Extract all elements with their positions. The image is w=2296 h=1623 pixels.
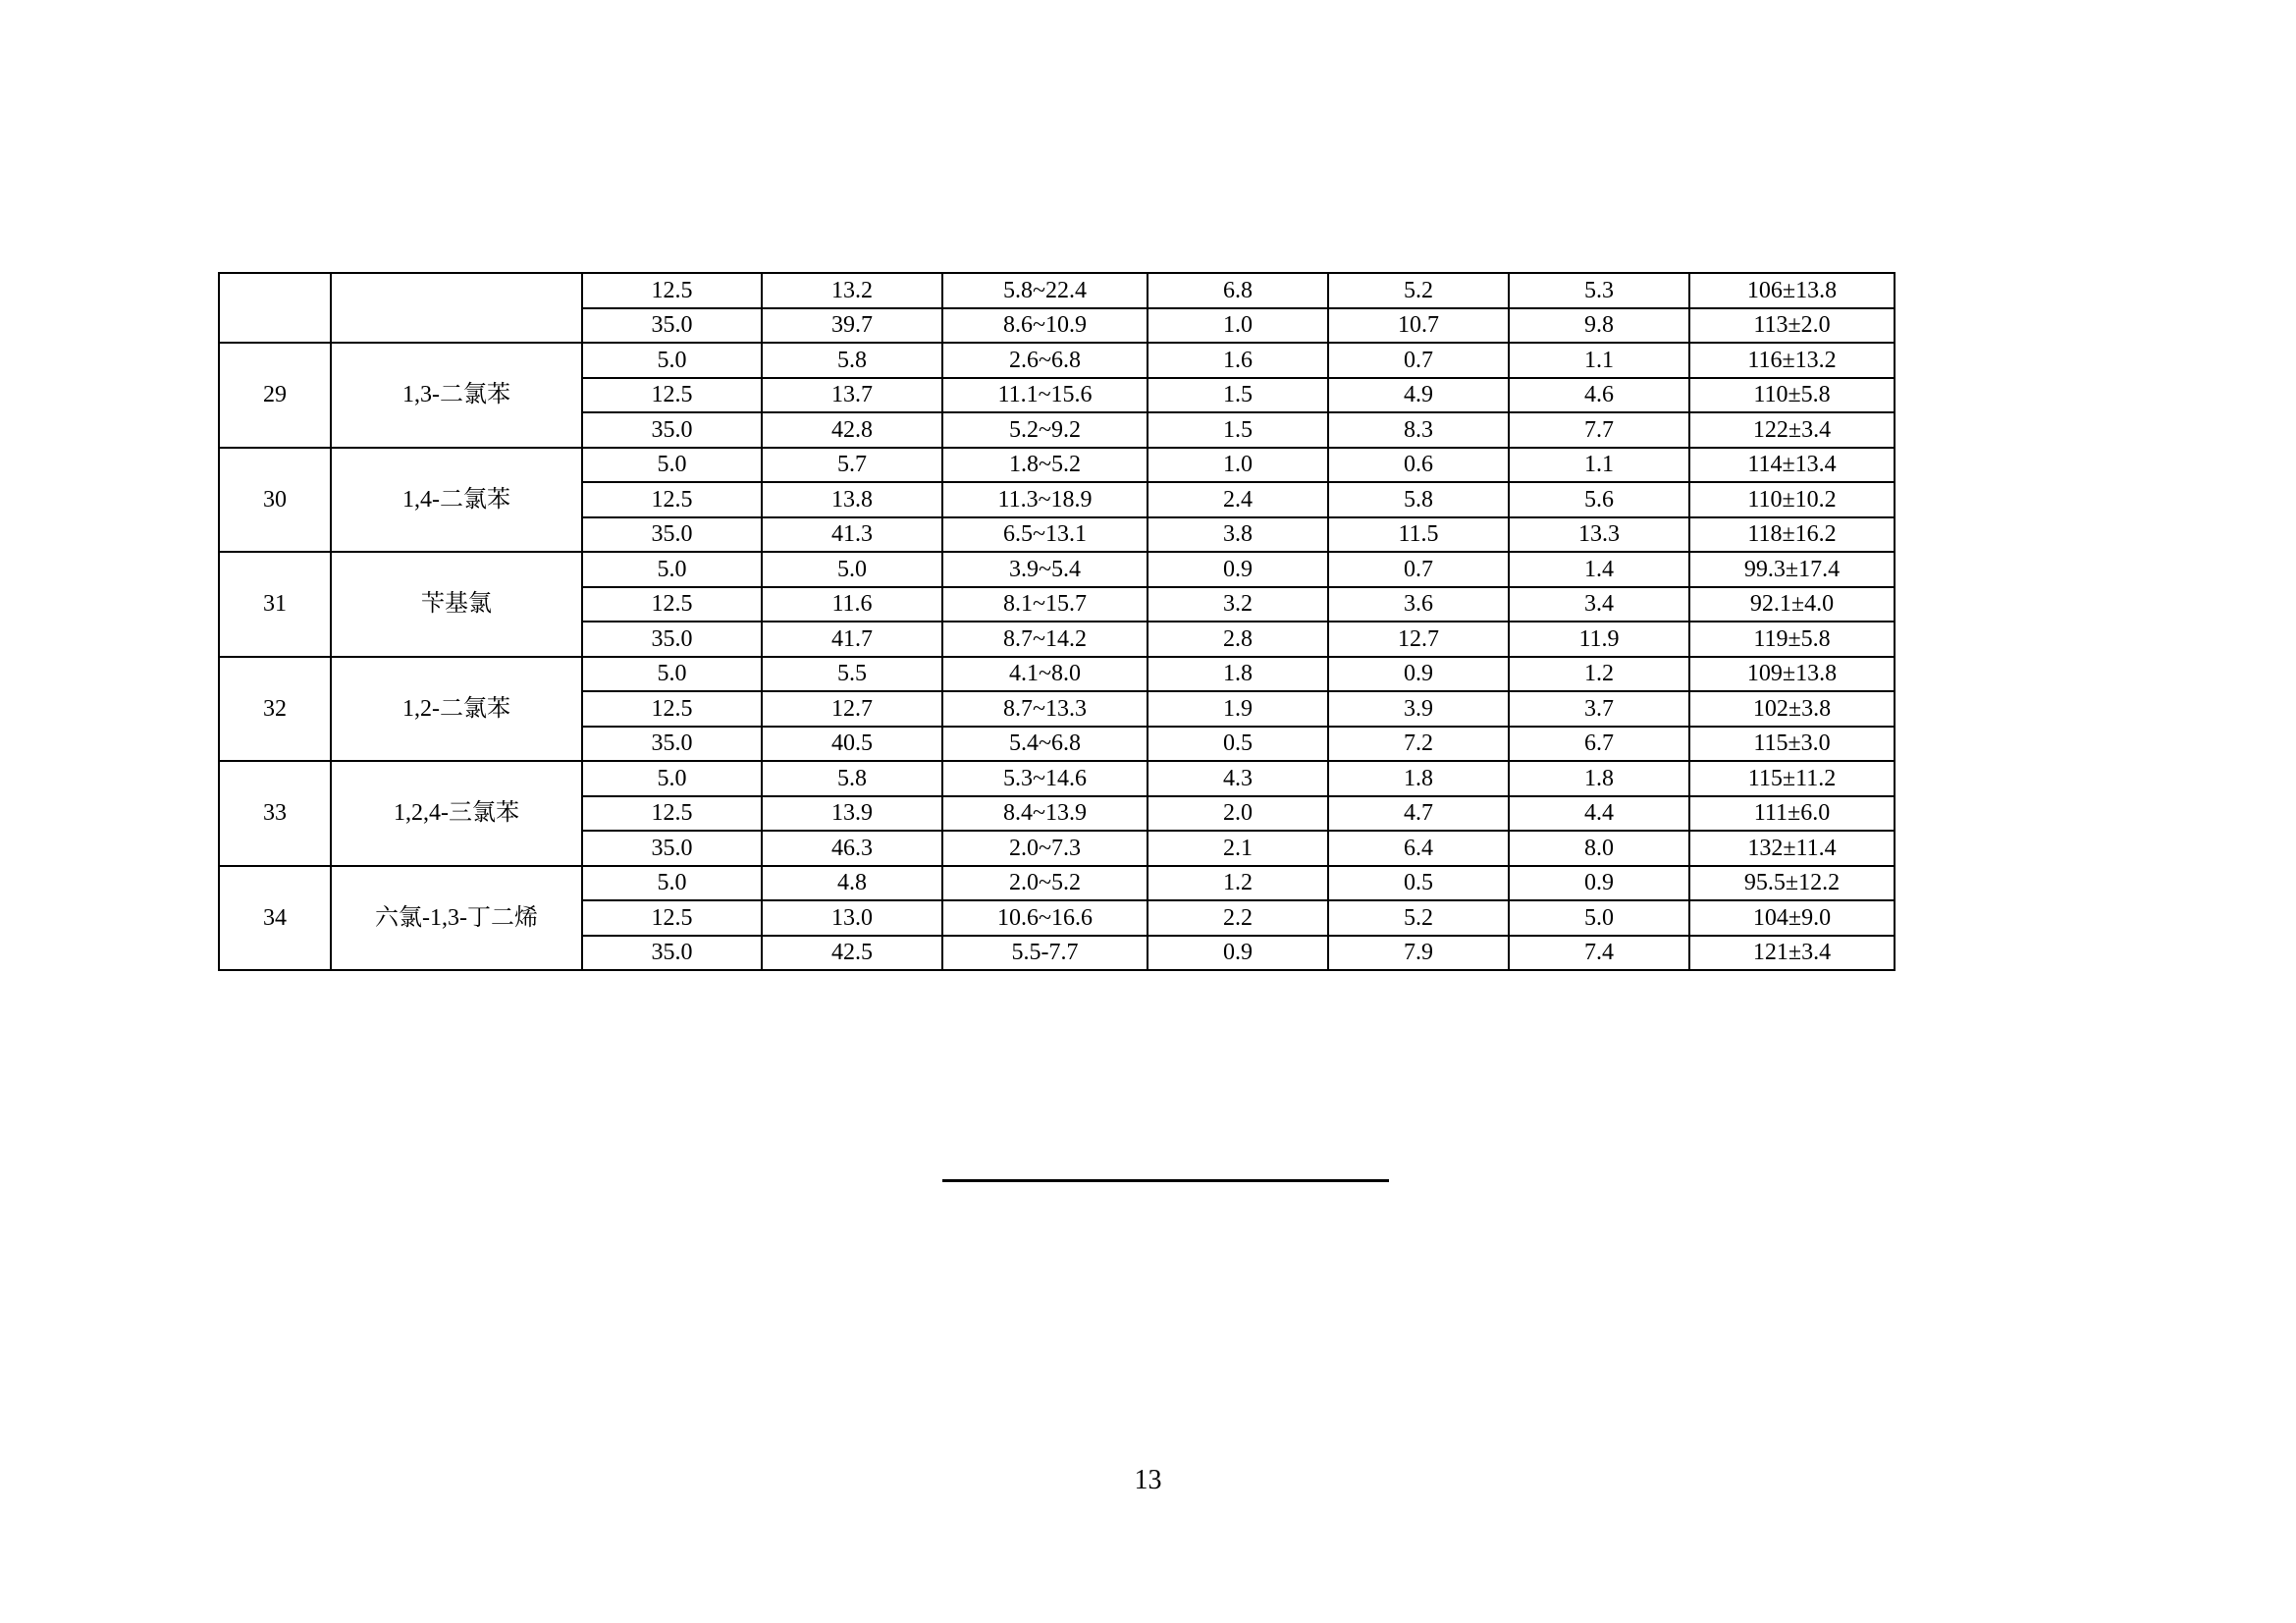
value-cell: 7.4 bbox=[1509, 936, 1689, 971]
value-cell: 5.3~14.6 bbox=[942, 761, 1148, 796]
value-cell: 116±13.2 bbox=[1689, 343, 1895, 378]
compound-name-cell: 1,4-二氯苯 bbox=[331, 448, 582, 553]
value-cell: 2.0 bbox=[1148, 796, 1328, 832]
value-cell: 1.8 bbox=[1328, 761, 1509, 796]
value-cell: 35.0 bbox=[582, 936, 762, 971]
value-cell: 1.8~5.2 bbox=[942, 448, 1148, 483]
value-cell: 122±3.4 bbox=[1689, 412, 1895, 448]
value-cell: 7.7 bbox=[1509, 412, 1689, 448]
value-cell: 113±2.0 bbox=[1689, 308, 1895, 344]
value-cell: 0.7 bbox=[1328, 343, 1509, 378]
end-of-table-rule bbox=[942, 1179, 1389, 1182]
value-cell: 41.7 bbox=[762, 622, 942, 657]
value-cell: 3.7 bbox=[1509, 691, 1689, 727]
compound-name-cell: 1,2,4-三氯苯 bbox=[331, 761, 582, 866]
value-cell: 5.0 bbox=[582, 448, 762, 483]
value-cell: 13.7 bbox=[762, 378, 942, 413]
table-row bbox=[219, 448, 1895, 483]
value-cell: 4.3 bbox=[1148, 761, 1328, 796]
value-cell: 5.5-7.7 bbox=[942, 936, 1148, 971]
value-cell: 8.3 bbox=[1328, 412, 1509, 448]
compound-name-cell: 六氯-1,3-丁二烯 bbox=[331, 866, 582, 971]
value-cell: 13.9 bbox=[762, 796, 942, 832]
value-cell: 6.7 bbox=[1509, 727, 1689, 762]
table-row bbox=[219, 552, 1895, 587]
compound-name-cell: 苄基氯 bbox=[331, 552, 582, 657]
value-cell: 1.8 bbox=[1148, 657, 1328, 692]
value-cell: 6.8 bbox=[1148, 273, 1328, 308]
value-cell: 7.2 bbox=[1328, 727, 1509, 762]
value-cell: 11.3~18.9 bbox=[942, 482, 1148, 517]
value-cell: 5.0 bbox=[582, 552, 762, 587]
value-cell: 4.4 bbox=[1509, 796, 1689, 832]
value-cell: 3.9 bbox=[1328, 691, 1509, 727]
value-cell: 12.5 bbox=[582, 482, 762, 517]
value-cell: 41.3 bbox=[762, 517, 942, 553]
value-cell: 102±3.8 bbox=[1689, 691, 1895, 727]
value-cell: 8.4~13.9 bbox=[942, 796, 1148, 832]
value-cell: 12.5 bbox=[582, 273, 762, 308]
value-cell: 118±16.2 bbox=[1689, 517, 1895, 553]
value-cell: 5.8~22.4 bbox=[942, 273, 1148, 308]
compound-index-cell bbox=[219, 273, 331, 343]
value-cell: 1.5 bbox=[1148, 378, 1328, 413]
value-cell: 5.8 bbox=[762, 343, 942, 378]
value-cell: 13.3 bbox=[1509, 517, 1689, 553]
value-cell: 12.5 bbox=[582, 900, 762, 936]
value-cell: 110±10.2 bbox=[1689, 482, 1895, 517]
value-cell: 5.2 bbox=[1328, 273, 1509, 308]
value-cell: 1.0 bbox=[1148, 448, 1328, 483]
value-cell: 0.5 bbox=[1148, 727, 1328, 762]
value-cell: 119±5.8 bbox=[1689, 622, 1895, 657]
value-cell: 13.0 bbox=[762, 900, 942, 936]
value-cell: 0.9 bbox=[1509, 866, 1689, 901]
value-cell: 0.9 bbox=[1148, 936, 1328, 971]
value-cell: 13.8 bbox=[762, 482, 942, 517]
value-cell: 8.6~10.9 bbox=[942, 308, 1148, 344]
compound-index-cell: 32 bbox=[219, 657, 331, 762]
value-cell: 5.0 bbox=[582, 761, 762, 796]
value-cell: 13.2 bbox=[762, 273, 942, 308]
value-cell: 0.7 bbox=[1328, 552, 1509, 587]
value-cell: 8.7~14.2 bbox=[942, 622, 1148, 657]
value-cell: 10.6~16.6 bbox=[942, 900, 1148, 936]
value-cell: 2.1 bbox=[1148, 831, 1328, 866]
value-cell: 12.7 bbox=[762, 691, 942, 727]
value-cell: 115±3.0 bbox=[1689, 727, 1895, 762]
value-cell: 92.1±4.0 bbox=[1689, 587, 1895, 622]
compound-index-cell: 30 bbox=[219, 448, 331, 553]
value-cell: 1.9 bbox=[1148, 691, 1328, 727]
value-cell: 35.0 bbox=[582, 308, 762, 344]
value-cell: 5.8 bbox=[762, 761, 942, 796]
value-cell: 1.2 bbox=[1148, 866, 1328, 901]
value-cell: 5.0 bbox=[582, 657, 762, 692]
value-cell: 95.5±12.2 bbox=[1689, 866, 1895, 901]
value-cell: 8.1~15.7 bbox=[942, 587, 1148, 622]
table-row bbox=[219, 343, 1895, 378]
value-cell: 6.4 bbox=[1328, 831, 1509, 866]
value-cell: 2.0~5.2 bbox=[942, 866, 1148, 901]
value-cell: 5.0 bbox=[762, 552, 942, 587]
compound-name-cell bbox=[331, 273, 582, 343]
value-cell: 5.2 bbox=[1328, 900, 1509, 936]
value-cell: 42.5 bbox=[762, 936, 942, 971]
value-cell: 4.8 bbox=[762, 866, 942, 901]
value-cell: 114±13.4 bbox=[1689, 448, 1895, 483]
value-cell: 35.0 bbox=[582, 727, 762, 762]
value-cell: 3.6 bbox=[1328, 587, 1509, 622]
value-cell: 5.3 bbox=[1509, 273, 1689, 308]
value-cell: 11.6 bbox=[762, 587, 942, 622]
page-number: 13 bbox=[1134, 1465, 1162, 1495]
value-cell: 106±13.8 bbox=[1689, 273, 1895, 308]
value-cell: 35.0 bbox=[582, 622, 762, 657]
value-cell: 12.5 bbox=[582, 691, 762, 727]
value-cell: 5.4~6.8 bbox=[942, 727, 1148, 762]
value-cell: 5.8 bbox=[1328, 482, 1509, 517]
value-cell: 1.0 bbox=[1148, 308, 1328, 344]
value-cell: 0.9 bbox=[1148, 552, 1328, 587]
value-cell: 1.1 bbox=[1509, 448, 1689, 483]
value-cell: 35.0 bbox=[582, 412, 762, 448]
table-body bbox=[219, 273, 1895, 970]
value-cell: 0.5 bbox=[1328, 866, 1509, 901]
value-cell: 12.5 bbox=[582, 378, 762, 413]
value-cell: 12.5 bbox=[582, 587, 762, 622]
value-cell: 115±11.2 bbox=[1689, 761, 1895, 796]
value-cell: 2.0~7.3 bbox=[942, 831, 1148, 866]
value-cell: 1.8 bbox=[1509, 761, 1689, 796]
value-cell: 4.9 bbox=[1328, 378, 1509, 413]
value-cell: 7.9 bbox=[1328, 936, 1509, 971]
value-cell: 2.6~6.8 bbox=[942, 343, 1148, 378]
value-cell: 10.7 bbox=[1328, 308, 1509, 344]
value-cell: 11.5 bbox=[1328, 517, 1509, 553]
value-cell: 3.8 bbox=[1148, 517, 1328, 553]
value-cell: 0.6 bbox=[1328, 448, 1509, 483]
value-cell: 11.9 bbox=[1509, 622, 1689, 657]
value-cell: 99.3±17.4 bbox=[1689, 552, 1895, 587]
value-cell: 11.1~15.6 bbox=[942, 378, 1148, 413]
value-cell: 12.7 bbox=[1328, 622, 1509, 657]
value-cell: 2.8 bbox=[1148, 622, 1328, 657]
value-cell: 1.1 bbox=[1509, 343, 1689, 378]
value-cell: 3.2 bbox=[1148, 587, 1328, 622]
value-cell: 1.5 bbox=[1148, 412, 1328, 448]
data-table bbox=[218, 272, 1896, 971]
value-cell: 40.5 bbox=[762, 727, 942, 762]
value-cell: 5.2~9.2 bbox=[942, 412, 1148, 448]
value-cell: 5.5 bbox=[762, 657, 942, 692]
value-cell: 35.0 bbox=[582, 517, 762, 553]
value-cell: 35.0 bbox=[582, 831, 762, 866]
table-row bbox=[219, 657, 1895, 692]
value-cell: 46.3 bbox=[762, 831, 942, 866]
value-cell: 1.2 bbox=[1509, 657, 1689, 692]
value-cell: 12.5 bbox=[582, 796, 762, 832]
value-cell: 39.7 bbox=[762, 308, 942, 344]
compound-index-cell: 31 bbox=[219, 552, 331, 657]
value-cell: 110±5.8 bbox=[1689, 378, 1895, 413]
compound-index-cell: 29 bbox=[219, 343, 331, 448]
value-cell: 104±9.0 bbox=[1689, 900, 1895, 936]
value-cell: 1.4 bbox=[1509, 552, 1689, 587]
value-cell: 5.0 bbox=[582, 343, 762, 378]
compound-index-cell: 33 bbox=[219, 761, 331, 866]
value-cell: 1.6 bbox=[1148, 343, 1328, 378]
table-row bbox=[219, 761, 1895, 796]
compound-name-cell: 1,3-二氯苯 bbox=[331, 343, 582, 448]
value-cell: 4.7 bbox=[1328, 796, 1509, 832]
value-cell: 9.8 bbox=[1509, 308, 1689, 344]
value-cell: 3.9~5.4 bbox=[942, 552, 1148, 587]
compound-index-cell: 34 bbox=[219, 866, 331, 971]
table-row bbox=[219, 273, 1895, 308]
value-cell: 2.2 bbox=[1148, 900, 1328, 936]
value-cell: 132±11.4 bbox=[1689, 831, 1895, 866]
value-cell: 109±13.8 bbox=[1689, 657, 1895, 692]
value-cell: 4.1~8.0 bbox=[942, 657, 1148, 692]
value-cell: 2.4 bbox=[1148, 482, 1328, 517]
value-cell: 0.9 bbox=[1328, 657, 1509, 692]
value-cell: 5.6 bbox=[1509, 482, 1689, 517]
value-cell: 5.0 bbox=[582, 866, 762, 901]
value-cell: 5.7 bbox=[762, 448, 942, 483]
value-cell: 6.5~13.1 bbox=[942, 517, 1148, 553]
value-cell: 5.0 bbox=[1509, 900, 1689, 936]
value-cell: 8.7~13.3 bbox=[942, 691, 1148, 727]
value-cell: 4.6 bbox=[1509, 378, 1689, 413]
value-cell: 121±3.4 bbox=[1689, 936, 1895, 971]
value-cell: 3.4 bbox=[1509, 587, 1689, 622]
table-row bbox=[219, 866, 1895, 901]
value-cell: 111±6.0 bbox=[1689, 796, 1895, 832]
compound-name-cell: 1,2-二氯苯 bbox=[331, 657, 582, 762]
value-cell: 8.0 bbox=[1509, 831, 1689, 866]
value-cell: 42.8 bbox=[762, 412, 942, 448]
